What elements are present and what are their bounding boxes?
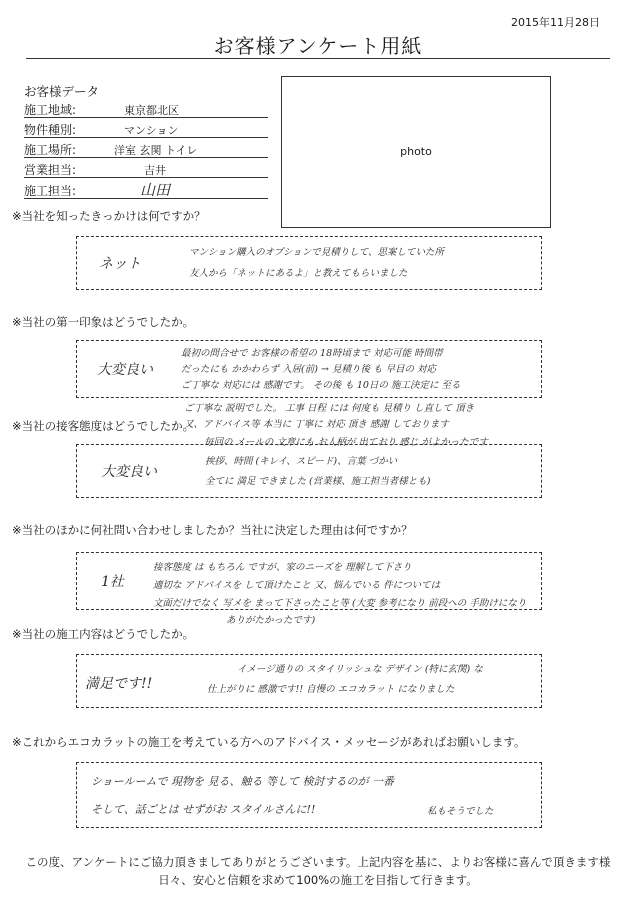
field-label: 施工地域: <box>24 103 77 117</box>
answer-line: 又、アドバイス等 本当に 丁寧に 対応 頂き 感謝 しております <box>184 419 449 430</box>
answer-line: だったにも かかわらず 入居(前) → 見積り後 も 早目の 対応 <box>181 364 437 375</box>
answer-line: 全てに 満足 できました (営業様、施工担当者様とも) <box>205 476 431 487</box>
question-5: ※当社の施工内容はどうでしたか。 <box>12 627 195 641</box>
answer-line: 挨拶、時間 (キレイ、スピード)、言葉 づかい <box>205 456 398 467</box>
answer-box-6 <box>76 762 542 828</box>
question-4: ※当社のほかに何社問い合わせしましたか？当社に決定した理由は何ですか？ <box>12 523 413 537</box>
answer-box-3 <box>76 444 542 498</box>
footer-line-2: 日々、安心と信頼を求めて100%の施工を目指して行きます。 <box>158 873 478 887</box>
answer-keyword: 大変良い <box>97 362 153 378</box>
answer-line: ご丁寧な 対応には 感謝です。 その後 も 10日の 施工決定に 至る <box>181 380 461 391</box>
field-value: 東京都北区 <box>124 104 179 117</box>
answer-keyword: 満足です!! <box>85 676 153 692</box>
photo-label: photo <box>400 145 432 158</box>
answer-line: イメージ通りの スタイリッシュな デザイン (特に玄関) な <box>237 664 483 675</box>
photo-placeholder <box>281 76 551 228</box>
answer-keyword: ネット <box>99 256 141 272</box>
answer-line: 文面だけでなく 写メを まって下さったこと等 (大変 参考になり 前段への 手助けになり <box>153 598 527 609</box>
field-label: 物件種別: <box>24 123 77 137</box>
answer-keyword: 大変良い <box>101 464 157 480</box>
answer-line: 毎回の メールの 文章にも お人柄が 出ており 感じ がよかったです <box>204 437 488 448</box>
footer-line-1: この度、アンケートにご協力頂きましてありがとうございます。上記内容を基に、よりお客様に喜んで頂きます様 <box>25 855 611 869</box>
field-row-type <box>24 120 268 138</box>
field-value: 洋室 玄関 トイレ <box>114 144 198 157</box>
field-label: 施工場所: <box>24 143 77 157</box>
question-1: ※当社を知ったきっかけは何ですか？ <box>12 209 206 223</box>
answer-line: 私もそうでした <box>427 806 494 817</box>
answer-box-5 <box>76 654 542 708</box>
field-row-place <box>24 140 268 158</box>
field-value: マンション <box>124 124 179 137</box>
answer-keyword: 1社 <box>101 574 124 590</box>
field-row-construction <box>24 180 268 199</box>
answer-line: 友人から「ネットにあるよ」と教えてもらいました <box>189 268 408 279</box>
field-row-sales <box>24 160 268 178</box>
survey-date: 2015年11月28日 <box>511 16 600 29</box>
answer-box-4 <box>76 552 542 610</box>
field-value: 吉井 <box>144 164 166 177</box>
question-3: ※当社の接客態度はどうでしたか。 <box>12 419 195 433</box>
field-value: 山田 <box>140 181 171 199</box>
question-2: ※当社の第一印象はどうでしたか。 <box>12 315 195 329</box>
answer-line: ありがたかったです) <box>226 615 316 626</box>
field-label: 施工担当: <box>24 184 77 198</box>
answer-line: 仕上がりに 感激です!! 自慢の エコカラット になりました <box>207 684 455 695</box>
question-6: ※これからエコカラットの施工を考えている方へのアドバイス・メッセージがあればお願いします。 <box>12 735 526 749</box>
page-title: お客様アンケート用紙 <box>213 34 423 58</box>
answer-line: 適切な アドバイスを して頂けたこと 又、悩んでいる 件については <box>153 580 441 591</box>
customer-section-label: お客様データ <box>24 84 100 99</box>
answer-box-1 <box>76 236 542 290</box>
answer-line: マンション購入のオプションで見積りして、思案していた所 <box>189 247 445 258</box>
answer-line: ご丁寧な 説明でした。 工事 日程 には 何度も 見積り し直して 頂き <box>184 403 475 414</box>
answer-line: そして、話ごとは せずがお スタイルさんに!! <box>91 803 316 816</box>
title-underline <box>26 58 610 59</box>
field-row-area <box>24 100 268 118</box>
answer-line: 接客態度 は もちろん ですが、家のニーズを 理解して下さり <box>153 562 412 573</box>
answer-line: 最初の問合せで お客様の希望の 18時頃まで 対応可能 時間帯 <box>181 348 443 359</box>
field-label: 営業担当: <box>24 163 77 177</box>
answer-box-2 <box>76 340 542 398</box>
answer-line: ショールームで 現物を 見る、触る 等して 検討するのが 一番 <box>91 775 395 788</box>
